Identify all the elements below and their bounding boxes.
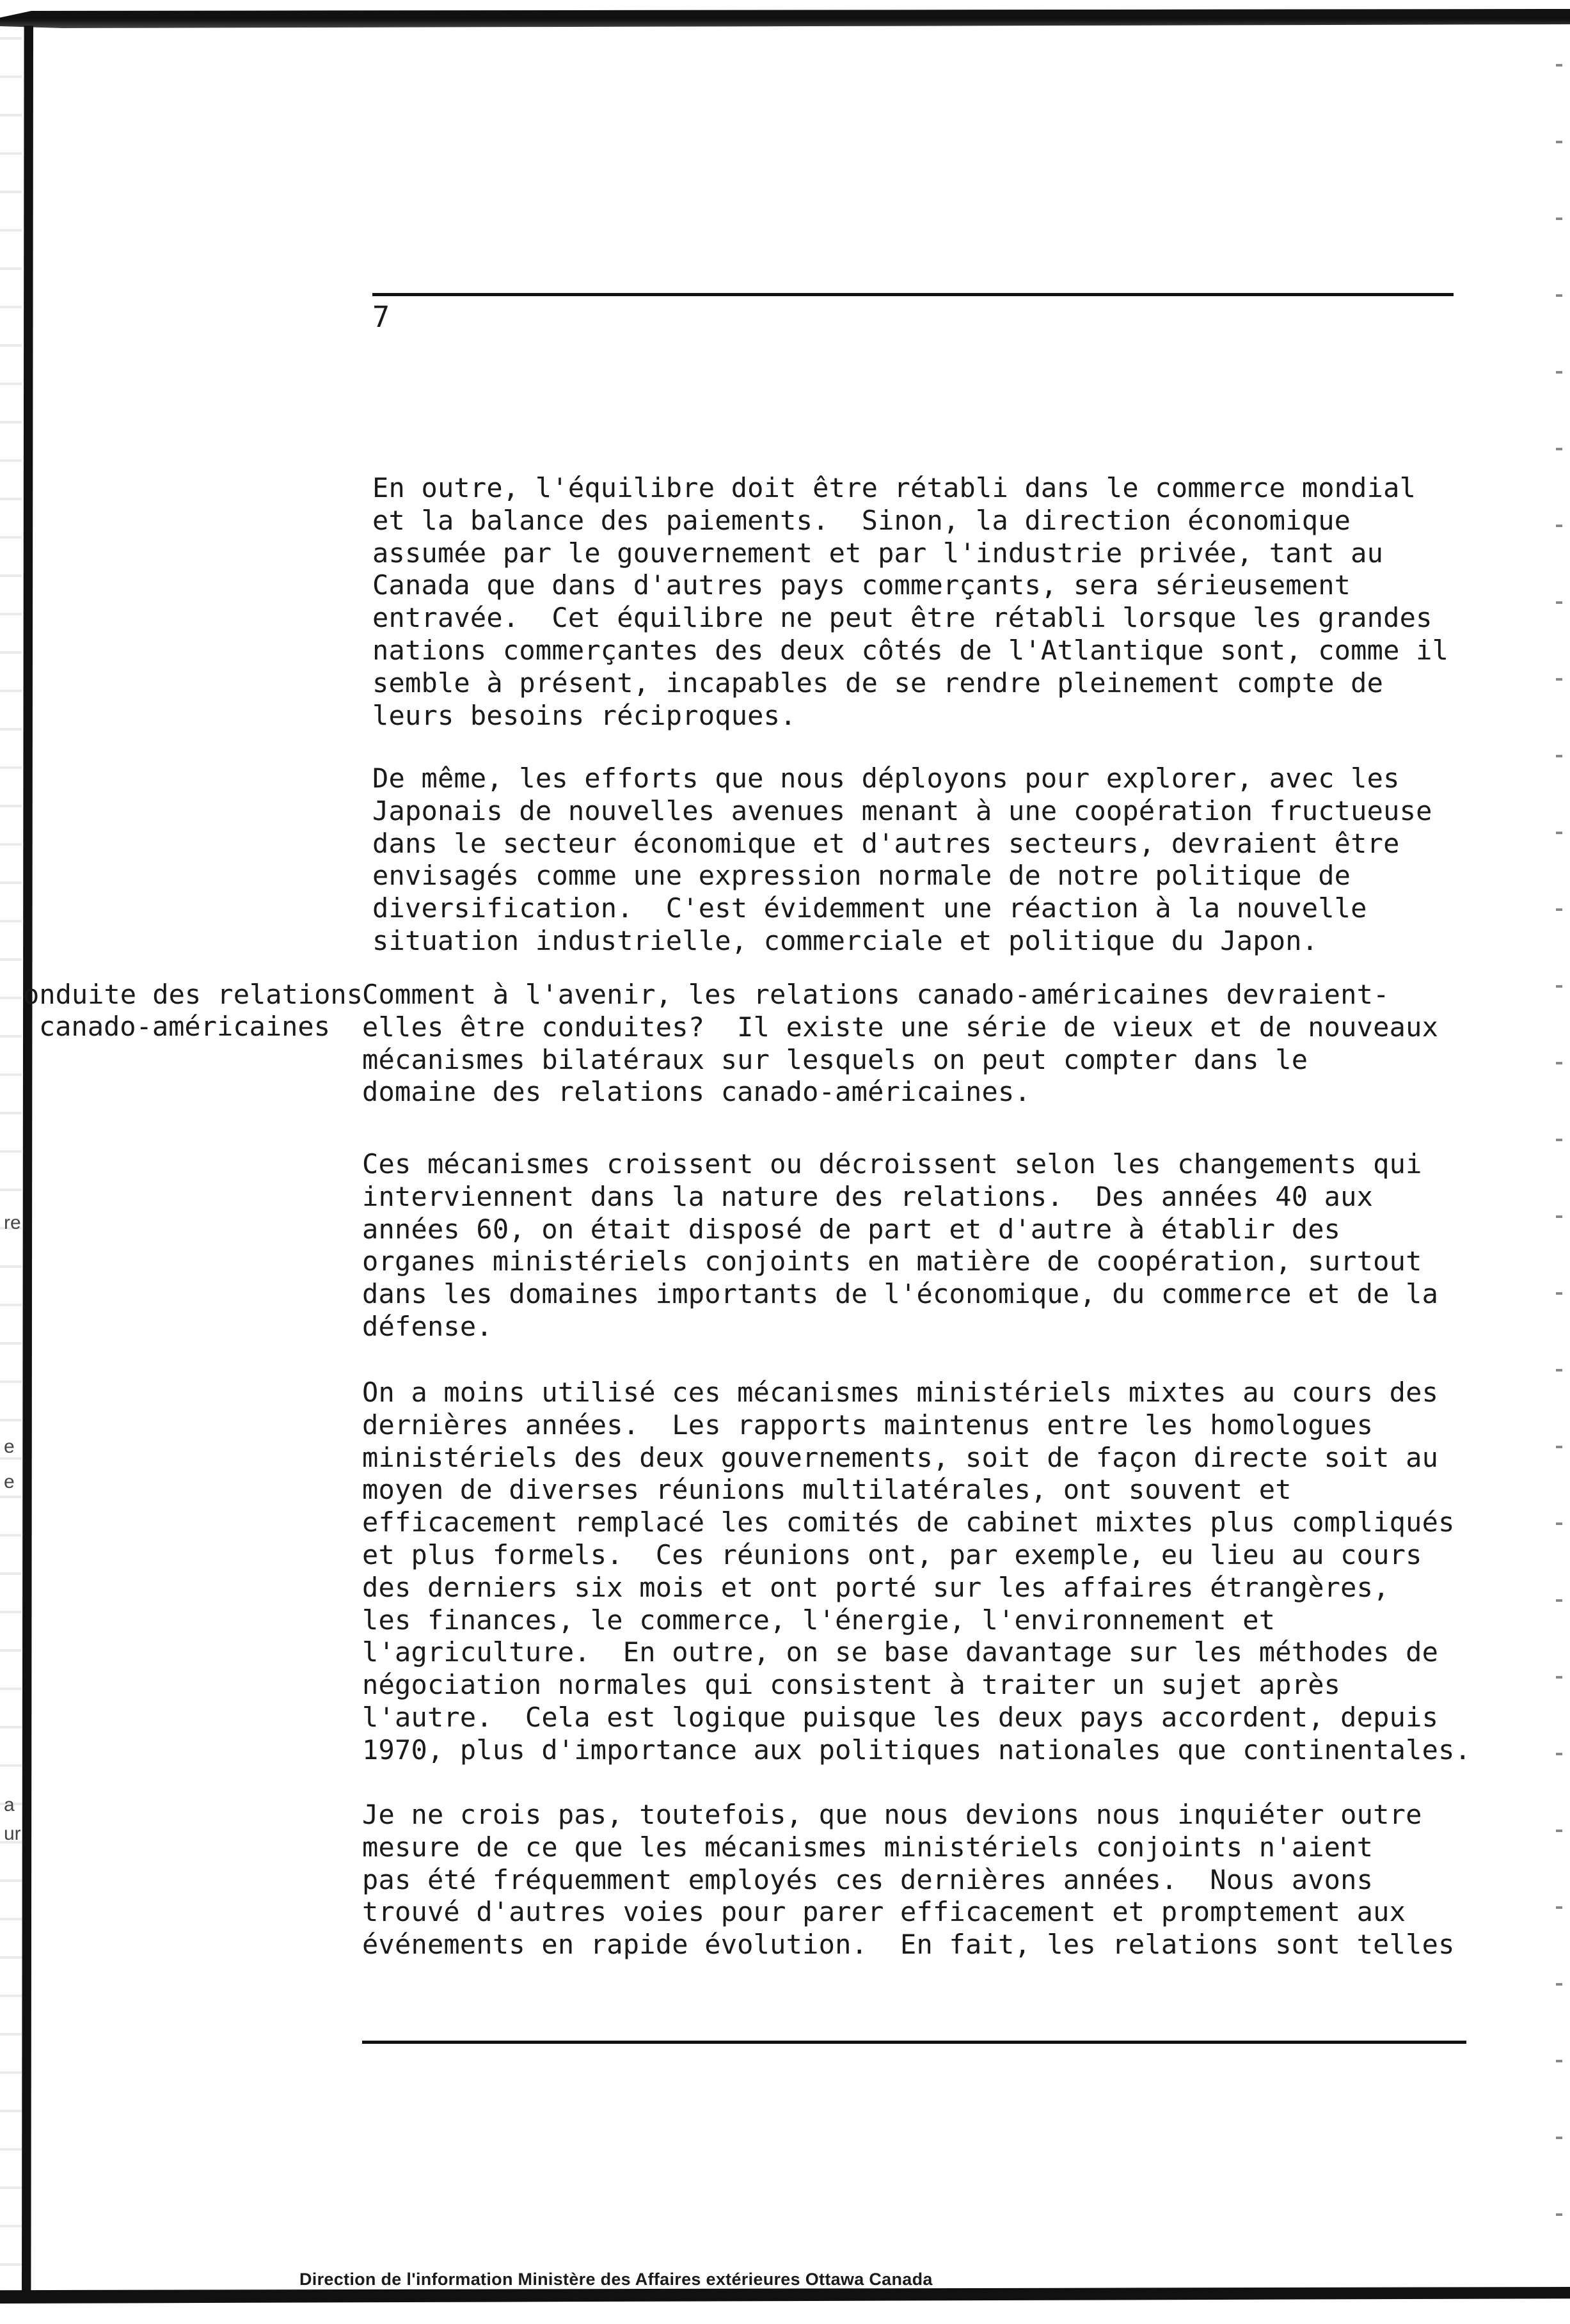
page-number: 7 [372,300,390,334]
paragraph: De même, les efforts que nous déployons pour explorer, avec les Japonais de nouvelles avenues menant à une coopération fructueuse dans le secteur économique et d'autres secteurs, devraient être envisagés comme une expression normale de notre politique de diversification. C'est évidemment une réaction à la nouvelle situation industrielle, commerciale et politique du Japon. [372,763,1432,956]
paragraph: Je ne crois pas, toutefois, que nous devions nous inquiéter outre mesure de ce que les mécanismes ministériels conjoints n'aient pas été fréquemment employés ces dernières années. Nous avons trouvé d'autres voies pour parer efficacement et promptement aux événements en rapide évolution. En fait, les relations sont telles [362,1799,1455,1961]
scan-top-edge [0,9,1570,28]
sidenote-line: canado-américaines [38,1011,330,1042]
scan-right-edge [1556,38,1562,2265]
margin-fragment: a [4,1794,15,1815]
paragraph: On a moins utilisé ces mécanismes ministériels mixtes au cours des dernières années. Les rapports maintenus entre les homologues ministériels des deux gouvernements, soit de façon directe soit au moyen de diverses réunions multilatérales, ont souvent et efficacement remplacé les comités de cabinet mixtes plus compliqués et plus formels. Ces réunions ont, par exemple, eu lieu au cours des derniers six mois et ont porté sur les affaires étrangères, les finances, le commerce, l'énergie, l'environnement et l'agriculture. En outre, on se base davantage sur les méthodes de négociation normales qui consistent à traiter un sujet après l'autre. Cela est logique puisque les deux pays accordent, depuis 1970, plus d'importance aux politiques nationales que continentales. [362,1377,1471,1766]
sidenote [23,979,363,1043]
footer-rule [362,2041,1466,2044]
margin-fragment: re [4,1212,21,1233]
footer-imprint: Direction de l'information Ministère des Affaires extérieures Ottawa Canada [299,2270,933,2289]
margin-fragment: e [4,1471,15,1492]
scan-left-edge [22,26,33,2303]
paragraph: Comment à l'avenir, les relations canado-américaines devraient- elles être conduites? Il existe une série de vieux et de nouveaux mécanismes bilatéraux sur lesquels on peut compter dans le domaine des relations canado-américaines. [362,979,1439,1108]
header-rule [372,293,1454,296]
paragraph: Ces mécanismes croissent ou décroissent selon les changements qui interviennent dans la nature des relations. Des années 40 aux années 60, on était disposé de part et d'autre à établir des organes ministériels conjoints en matière de coopération, surtout dans les domaines importants de l'économique, du commerce et de la défense. [362,1148,1439,1342]
sidenote-line: onduite des relations [23,979,363,1010]
scan-left-shadow [0,26,22,2303]
margin-fragment: e [4,1436,15,1457]
margin-fragment: ur [4,1823,21,1844]
paragraph: En outre, l'équilibre doit être rétabli dans le commerce mondial et la balance des paiements. Sinon, la direction économique assumée par le gouvernement et par l'industrie privée, tant au Canada que dans d'autres pays commerçants, sera sérieusement entravée. Cet équilibre ne peut être rétabli lorsque les grandes nations commerçantes des deux côtés de l'Atlantique sont, comme il semble à présent, incapables de se rendre pleinement compte de leurs besoins réciproques. [372,472,1449,731]
